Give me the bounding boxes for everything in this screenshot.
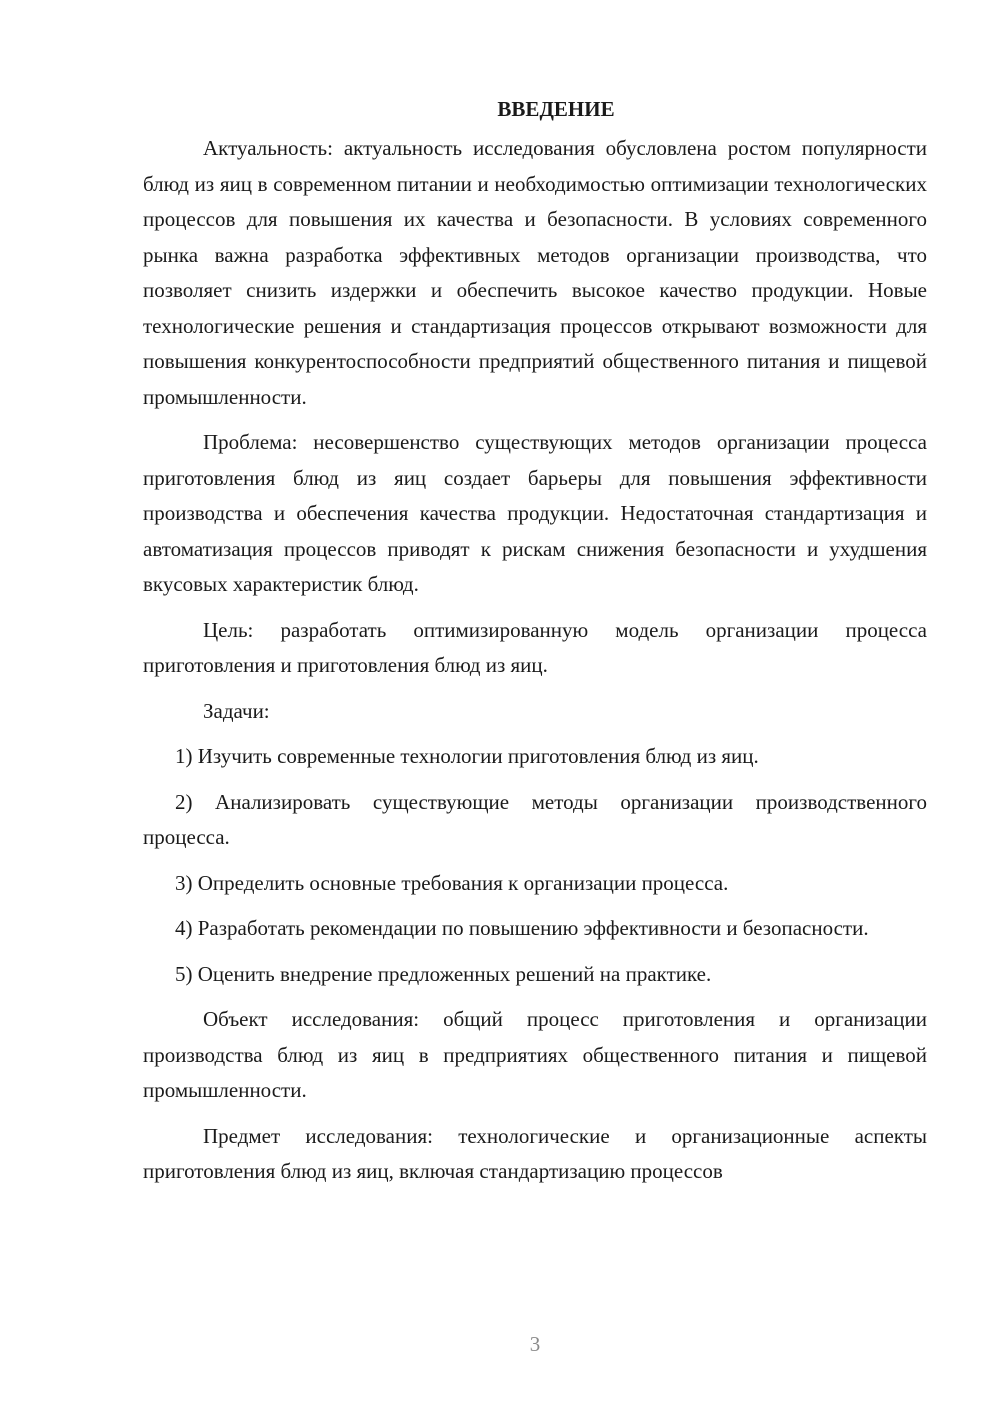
object-paragraph: Объект исследования: общий процесс приготовления и организации производства блюд из яиц в предприятиях общественного питания и пищевой промышленности. [143,1007,927,1102]
task-item-3: 3) Определить основные требования к организации процесса. [175,870,729,895]
page-title: ВВЕДЕНИЕ [497,97,615,121]
task-item-4: 4) Разработать рекомендации по повышению эффективности и безопасности. [175,916,869,940]
task-item-1: 1) Изучить современные технологии приготовления блюд из яиц. [175,744,759,768]
document-body [143,92,927,1190]
relevance-paragraph: Актуальность: актуальность исследования обусловлена ростом популярности блюд из яиц в современном питании и необходимостью оптимизации технологических процессов для повышения их качества и безопасности. В условиях современного рынка важна разработка эффективных методов организации производства, что позволяет снизить издержки и обеспечить высокое качество продукции. Новые технологические решения и стандартизация процессов открывают возможности для повышения конкурентоспособности предприятий общественного питания и пищевой промышленности. [143,136,927,409]
task-item-2: 2) Анализировать существующие методы организации производственного процесса. [143,789,927,849]
tasks-heading: Задачи: [203,698,270,723]
page-number: 3 [529,1332,541,1356]
problem-paragraph: Проблема: несовершенство существующих методов организации процесса приготовления блюд из яиц создает барьеры для повышения эффективности производства и обеспечения качества продукции. Недостаточная стандартизация и автоматизация процессов приводят к рискам снижения безопасности и ухудшения вкусовых характеристик блюд. [143,430,927,596]
goal-paragraph: Цель: разработать оптимизированную модель организации процесса приготовления и приготовления блюд из яиц. [143,617,927,677]
task-item-5: 5) Оценить внедрение предложенных решений на практике. [175,961,712,986]
subject-paragraph: Предмет исследования: технологические и организационные аспекты приготовления блюд из яиц, включая стандартизацию процессов [143,1123,927,1183]
